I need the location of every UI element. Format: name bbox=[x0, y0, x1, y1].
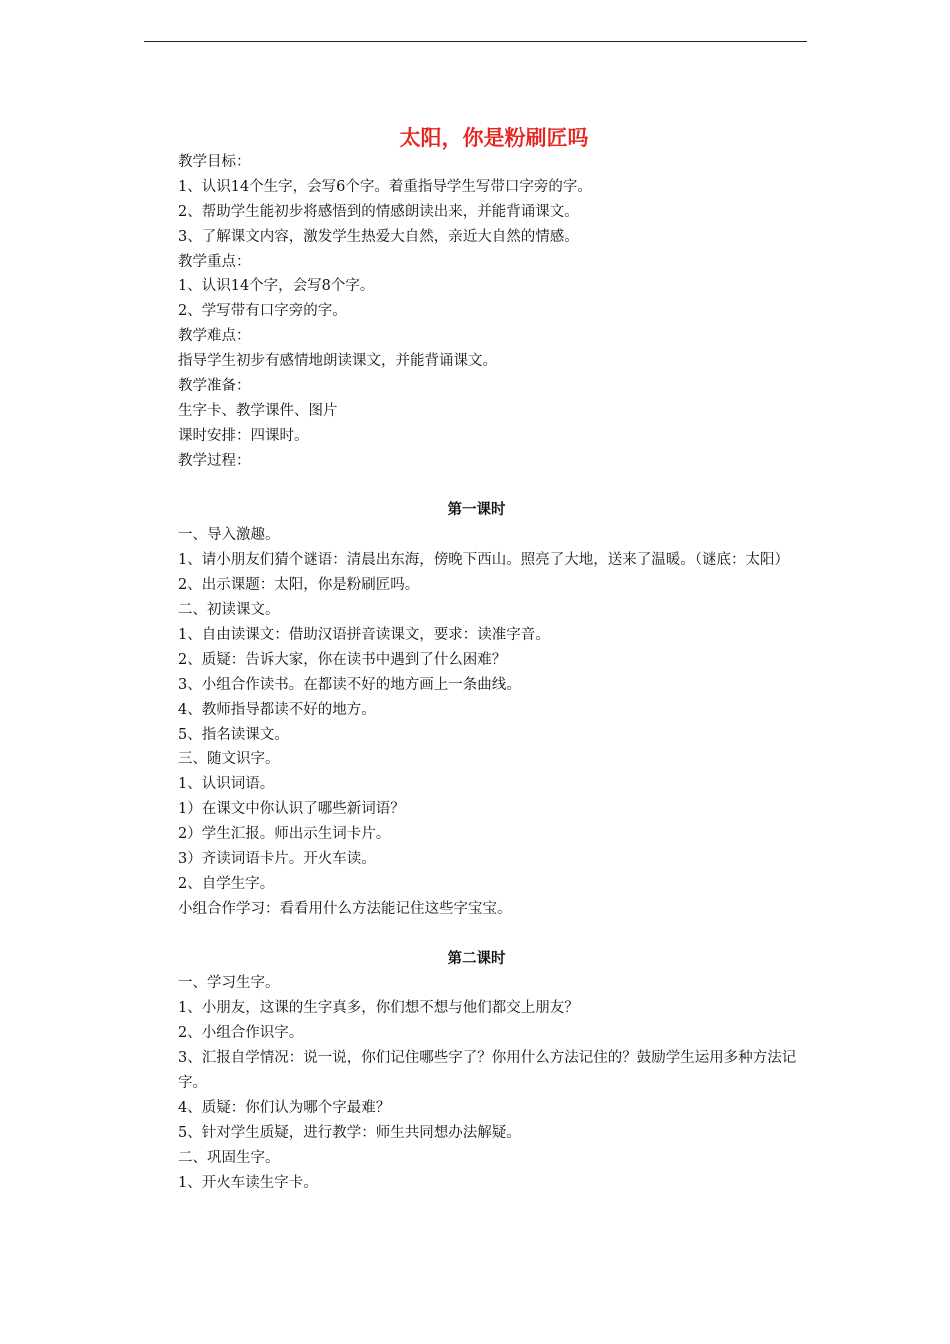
prep-label: 教学准备： bbox=[178, 378, 251, 395]
lesson1-line: 3）齐读词语卡片。开火车读。 bbox=[178, 850, 376, 867]
lesson2-line: 1、开火车读生字卡。 bbox=[178, 1174, 318, 1191]
key-points-label: 教学重点： bbox=[178, 253, 251, 270]
lesson1-line: 二、初读课文。 bbox=[178, 602, 280, 619]
lesson2-line: 2、小组合作识字。 bbox=[178, 1025, 304, 1042]
schedule-text: 课时安排：四课时。 bbox=[178, 427, 309, 444]
lesson1-line: 2、质疑：告诉大家，你在读书中遇到了什么困难？ bbox=[178, 651, 507, 668]
lesson1-line: 3、小组合作读书。在都读不好的地方画上一条曲线。 bbox=[178, 676, 521, 693]
key-point-item: 2、学写带有口字旁的字。 bbox=[178, 303, 347, 320]
key-point-item: 1、认识14个字，会写8个字。 bbox=[178, 278, 375, 295]
lesson1-line: 1）在课文中你认识了哪些新词语？ bbox=[178, 801, 405, 818]
header-rule bbox=[144, 41, 807, 42]
lesson1-line: 2）学生汇报。师出示生词卡片。 bbox=[178, 826, 391, 843]
lesson2-line: 一、学习生字。 bbox=[178, 975, 280, 992]
lesson2-line: 5、针对学生质疑，进行教学：师生共同想办法解疑。 bbox=[178, 1124, 521, 1141]
lesson1-line: 1、自由读课文：借助汉语拼音读课文，要求：读准字音。 bbox=[178, 626, 550, 643]
objective-item: 1、认识14个生字，会写6个字。着重指导学生写带口字旁的字。 bbox=[178, 178, 592, 195]
lesson1-line: 1、请小朋友们猜个谜语：清晨出东海，傍晚下西山。照亮了大地，送来了温暖。（谜底：太阳） bbox=[178, 552, 789, 569]
document-body bbox=[144, 150, 809, 1195]
difficulty-text: 指导学生初步有感情地朗读课文，并能背诵课文。 bbox=[178, 353, 497, 370]
lesson2-line: 4、质疑：你们认为哪个字最难？ bbox=[178, 1099, 391, 1116]
lesson1-line: 2、自学生字。 bbox=[178, 875, 275, 892]
lesson1-line: 1、认识词语。 bbox=[178, 776, 275, 793]
prep-text: 生字卡、教学课件、图片 bbox=[178, 402, 338, 419]
document-title: 太阳，你是粉刷匠吗 bbox=[399, 125, 589, 150]
lesson2-line: 二、巩固生字。 bbox=[178, 1149, 280, 1166]
objective-item: 2、帮助学生能初步将感悟到的情感朗读出来，并能背诵课文。 bbox=[178, 203, 579, 220]
lesson1-line: 2、出示课题：太阳，你是粉刷匠吗。 bbox=[178, 577, 420, 594]
lesson2-heading: 第二课时 bbox=[447, 950, 506, 967]
lesson1-line: 5、指名读课文。 bbox=[178, 726, 289, 743]
lesson1-line: 4、教师指导都读不好的地方。 bbox=[178, 701, 376, 718]
spacer bbox=[144, 922, 809, 947]
lesson1-heading: 第一课时 bbox=[447, 502, 506, 519]
spacer bbox=[144, 474, 809, 499]
lesson1-line: 小组合作学习：看看用什么方法能记住这些字宝宝。 bbox=[178, 900, 512, 917]
difficulty-label: 教学难点： bbox=[178, 328, 251, 345]
process-label: 教学过程： bbox=[178, 452, 251, 469]
objectives-label: 教学目标： bbox=[178, 154, 251, 170]
lesson1-line: 三、随文识字。 bbox=[178, 751, 280, 768]
lesson2-line: 1、小朋友，这课的生字真多，你们想不想与他们都交上朋友？ bbox=[178, 1000, 579, 1017]
lesson1-line: 一、导入激趣。 bbox=[178, 527, 280, 544]
objective-item: 3、了解课文内容，激发学生热爱大自然，亲近大自然的情感。 bbox=[178, 228, 579, 245]
lesson2-line: 3、汇报自学情况：说一说，你们记住哪些字了？你用什么方法记住的？鼓励学生运用多种方法记字。 bbox=[178, 1050, 797, 1091]
